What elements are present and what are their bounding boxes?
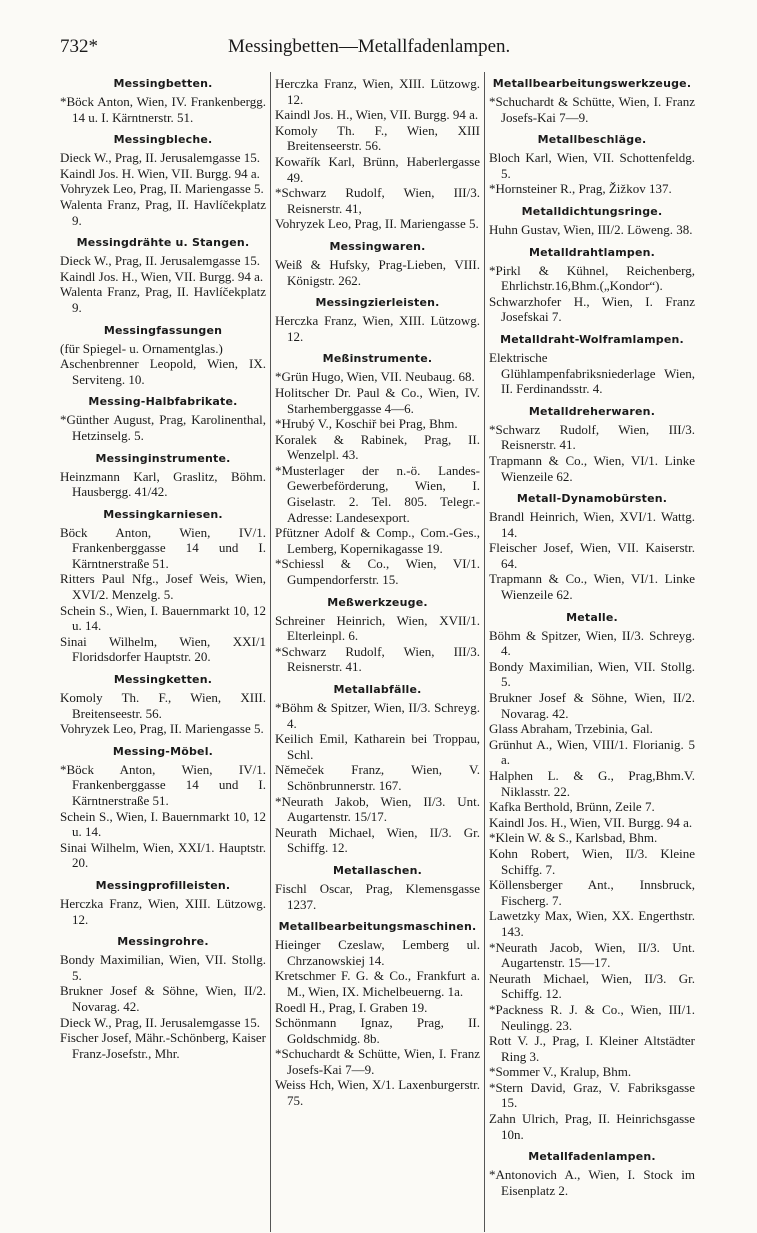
directory-entry: Walenta Franz, Prag, II. Havlíčekplatz 9. bbox=[60, 196, 266, 228]
directory-entry: Herczka Franz, Wien, XIII. Lützowg. 12. bbox=[275, 313, 480, 344]
category-heading: Messingprofilleisten. bbox=[95, 878, 231, 892]
directory-entry: Vohryzek Leo, Prag, II. Mariengasse 5. bbox=[275, 216, 479, 232]
category-heading: Metalldichtungsringe. bbox=[521, 204, 663, 218]
directory-entry: Roedl H., Prag, I. Graben 19. bbox=[275, 999, 428, 1015]
category-heading: Messing-Halbfabrikate. bbox=[88, 395, 238, 409]
directory-entry: Bondy Maximilian, Wien, VII. Stollg. 5. bbox=[60, 952, 266, 983]
directory-entry: Herczka Franz, Wien, XIII. Lützowg. 12. bbox=[60, 895, 266, 927]
directory-entry: *Packness R. J. & Co., Wien, III/1. Neulingg. 23. bbox=[489, 1001, 695, 1033]
category-heading: Metalldreherwaren. bbox=[528, 404, 656, 418]
directory-entry: *Hornsteiner R., Prag, Žižkov 137. bbox=[489, 181, 672, 197]
directory-entry: *Pirkl & Kühnel, Reichenberg, Ehrlichstr.16,Bhm.(„Kondor“). bbox=[489, 262, 695, 294]
category-heading: Metallbearbeitungsmaschinen. bbox=[278, 920, 477, 934]
directory-column-1 bbox=[60, 76, 266, 1221]
directory-entry: Bloch Karl, Wien, VII. Schottenfeldg. 5. bbox=[489, 150, 695, 181]
category-heading: Messinginstrumente. bbox=[95, 451, 231, 465]
directory-entry: *Schuchardt & Schütte, Wien, I. Franz Josefs-Kai 7—9. bbox=[489, 94, 695, 125]
category-heading: Messingrohre. bbox=[117, 935, 209, 949]
directory-entry: Fischer Josef, Mähr.-Schönberg, Kaiser Franz-Josefstr., Mhr. bbox=[60, 1030, 266, 1061]
directory-entry: Sinai Wilhelm, Wien, XXI/1 Floridsdorfer Hauptstr. 20. bbox=[60, 633, 266, 665]
directory-entry: Schein S., Wien, I. Bauernmarkt 10, 12 u. 14. bbox=[60, 602, 266, 634]
directory-entry: *Klein W. & S., Karlsbad, Bhm. bbox=[489, 830, 658, 846]
directory-entry: *Böck Anton, Wien, IV/1. Frankenberggasse 14 und I. Kärntnerstraße 51. bbox=[60, 761, 266, 808]
directory-entry: Sinai Wilhelm, Wien, XXI/1. Hauptstr. 20. bbox=[60, 839, 266, 871]
directory-entry: Komoly Th. F., Wien, XIII Breitenseerstr. 56. bbox=[275, 122, 480, 154]
directory-entry: Trapmann & Co., Wien, VI/1. Linke Wienzeile 62. bbox=[489, 571, 695, 603]
directory-entry: Holitscher Dr. Paul & Co., Wien, IV. Starhemberggasse 4—6. bbox=[275, 384, 480, 416]
category-heading: Metalldrahtlampen. bbox=[528, 245, 656, 259]
directory-entry: *Böck Anton, Wien, IV. Frankenbergg. 14 u. I. Kärntnerstr. 51. bbox=[60, 94, 266, 125]
directory-entry: Weiss Hch, Wien, X/1. Laxenburgerstr. 75. bbox=[275, 1077, 480, 1109]
category-heading: Metalldraht-Wolframlampen. bbox=[500, 332, 684, 346]
directory-entry: *Böhm & Spitzer, Wien, II/3. Schreyg. 4. bbox=[275, 700, 480, 731]
directory-entry: Huhn Gustav, Wien, III/2. Löweng. 38. bbox=[489, 221, 693, 237]
directory-entry: Kaindl Jos. H. Wien, VII. Burgg. 94 a. bbox=[60, 165, 260, 181]
directory-entry: Lawetzky Max, Wien, XX. Engerthstr. 143. bbox=[489, 908, 695, 939]
directory-entry: Aschenbrenner Leopold, Wien, IX. Serviteng. 10. bbox=[60, 356, 266, 387]
directory-entry: Hieinger Czeslaw, Lemberg ul. Chrzanowskiej 14. bbox=[275, 937, 480, 968]
directory-entry: Němeček Franz, Wien, V. Schönbrunnerstr. 167. bbox=[275, 762, 480, 793]
directory-entry: *Grün Hugo, Wien, VII. Neubaug. 68. bbox=[275, 369, 475, 385]
directory-entry: Halphen L. & G., Prag,Bhm.V. Niklasstr. 22. bbox=[489, 768, 695, 799]
directory-entry: Trapmann & Co., Wien, VI/1. Linke Wienzeile 62. bbox=[489, 452, 695, 484]
directory-entry: Bondy Maximilian, Wien, VII. Stollg. 5. bbox=[489, 658, 695, 690]
category-heading: Messingdrähte u. Stangen. bbox=[76, 236, 250, 250]
directory-entry: Kaindl Jos. H., Wien, VII. Burgg. 94 a. bbox=[275, 107, 479, 123]
directory-entry: Dieck W., Prag, II. Jerusalemgasse 15. bbox=[60, 150, 261, 166]
directory-entry: *Neurath Jakob, Wien, II/3. Unt. Augartenstr. 15/17. bbox=[275, 793, 480, 825]
directory-entry: Schwarzhofer H., Wien, I. Franz Josefskai 7. bbox=[489, 293, 695, 325]
directory-entry: *Antonovich A., Wien, I. Stock im Eisenplatz 2. bbox=[489, 1167, 695, 1198]
directory-entry: Vohryzek Leo, Prag, II. Mariengasse 5. bbox=[60, 721, 264, 737]
directory-entry: Fischl Oscar, Prag, Klemensgasse 1237. bbox=[275, 880, 480, 912]
directory-entry: Neurath Michael, Wien, II/3. Gr. Schiffg. 12. bbox=[275, 824, 480, 856]
directory-entry: Walenta Franz, Prag, II. Havlíčekplatz 9. bbox=[60, 284, 266, 315]
category-heading: Metalle. bbox=[566, 610, 618, 624]
directory-entry: Komoly Th. F., Wien, XIII. Breitenseestr. 56. bbox=[60, 690, 266, 721]
directory-entry: Schreiner Heinrich, Wien, XVII/1. Elterleinpl. 6. bbox=[275, 612, 480, 644]
category-heading: Messingfassungen bbox=[103, 323, 223, 337]
directory-entry: Neurath Michael, Wien, II/3. Gr. Schiffg. 12. bbox=[489, 970, 695, 1002]
directory-entry: Dieck W., Prag, II. Jerusalemgasse 15. bbox=[60, 253, 261, 269]
directory-entry: *Schwarz Rudolf, Wien, III/3. Reisnerstr. 41, bbox=[275, 185, 480, 216]
directory-entry: *Stern David, Graz, V. Fabriksgasse 15. bbox=[489, 1079, 695, 1111]
category-heading: Messingketten. bbox=[113, 673, 213, 687]
category-heading: Messing-Möbel. bbox=[112, 744, 214, 758]
directory-entry: *Günther August, Prag, Karolinenthal, Hetzinselg. 5. bbox=[60, 412, 266, 443]
directory-entry: Kretschmer F. G. & Co., Frankfurt a. M., Wien, IX. Michelbeuerng. 1a. bbox=[275, 968, 480, 999]
category-heading: Metall-Dynamobürsten. bbox=[516, 492, 668, 506]
directory-entry: Kaindl Jos. H., Wien, VII. Burgg. 94 a. bbox=[60, 268, 264, 284]
directory-entry: *Schwarz Rudolf, Wien, III/3. Reisnerstr. 41. bbox=[275, 643, 480, 675]
directory-entry: Glass Abraham, Trzebinia, Gal. bbox=[489, 721, 653, 737]
directory-entry: Böck Anton, Wien, IV/1. Frankenberggasse 14 und I. Kärntnerstraße 51. bbox=[60, 524, 266, 571]
directory-entry: Kowařík Karl, Brünn, Haberlergasse 49. bbox=[275, 153, 480, 185]
directory-entry: Rott V. J., Prag, I. Kleiner Altstädter Ring 3. bbox=[489, 1033, 695, 1064]
directory-entry: (für Spiegel- u. Ornamentglas.) bbox=[60, 340, 223, 356]
directory-column-2 bbox=[275, 76, 480, 1221]
directory-entry: Brukner Josef & Söhne, Wien, II/2. Novarag. 42. bbox=[60, 983, 266, 1014]
directory-entry: *Neurath Jacob, Wien, II/3. Unt. Augartenstr. 15—17. bbox=[489, 939, 695, 971]
page-number: 732* bbox=[60, 36, 98, 57]
directory-entry: Ritters Paul Nfg., Josef Weis, Wien, XVI/2. Menzelg. 5. bbox=[60, 571, 266, 603]
directory-entry: Grünhut A., Wien, VIII/1. Florianig. 5 a. bbox=[489, 736, 695, 768]
directory-entry: Brandl Heinrich, Wien, XVI/1. Wattg. 14. bbox=[489, 509, 695, 540]
directory-entry: Vohryzek Leo, Prag, II. Mariengasse 5. bbox=[60, 181, 264, 197]
directory-entry: Weiß & Hufsky, Prag-Lieben, VIII. Königstr. 262. bbox=[275, 256, 480, 288]
category-heading: Messingbetten. bbox=[113, 77, 213, 90]
directory-entry: Böhm & Spitzer, Wien, II/3. Schreyg. 4. bbox=[489, 627, 695, 659]
directory-entry: Keilich Emil, Katharein bei Troppau, Schl. bbox=[275, 731, 480, 762]
directory-entry: Kohn Robert, Wien, II/3. Kleine Schiffg. 7. bbox=[489, 845, 695, 877]
category-heading: Messingkarniesen. bbox=[103, 507, 223, 521]
directory-entry: Kafka Berthold, Brünn, Zeile 7. bbox=[489, 799, 655, 815]
directory-entry: *Musterlager der n.-ö. Landes-Gewerbeförderung, Wien, I. Giselastr. 2. Tel. 805. Telegr.-Adresse: Landesexport. bbox=[275, 462, 480, 525]
directory-entry: Koralek & Rabinek, Prag, II. Wenzelpl. 43. bbox=[275, 431, 480, 463]
directory-entry: Kaindl Jos. H., Wien, VII. Burgg. 94 a. bbox=[489, 814, 693, 830]
category-heading: Meßwerkzeuge. bbox=[327, 595, 428, 609]
column-divider bbox=[484, 72, 485, 1232]
category-heading: Messingzierleisten. bbox=[315, 296, 440, 310]
directory-entry: Elektrische Glühlampenfabriksniederlage Wien, II. Ferdinandsstr. 4. bbox=[489, 349, 695, 397]
directory-entry: Pfützner Adolf & Comp., Com.-Ges., Lemberg, Kopernikagasse 19. bbox=[275, 525, 480, 556]
directory-entry: *Schwarz Rudolf, Wien, III/3. Reisnerstr. 41. bbox=[489, 421, 695, 453]
directory-entry: Heinzmann Karl, Graslitz, Böhm. Hausbergg. 41/42. bbox=[60, 468, 266, 500]
category-heading: Metallbearbeitungswerkzeuge. bbox=[492, 77, 692, 90]
category-heading: Metallbeschläge. bbox=[537, 133, 647, 147]
directory-entry: Herczka Franz, Wien, XIII. Lützowg. 12. bbox=[275, 76, 480, 107]
page-header bbox=[60, 34, 700, 60]
directory-entry: *Sommer V., Kralup, Bhm. bbox=[489, 1064, 632, 1080]
directory-entry: *Schiessl & Co., Wien, VI/1. Gumpendorferstr. 15. bbox=[275, 556, 480, 588]
directory-entry: Fleischer Josef, Wien, VII. Kaiserstr. 64. bbox=[489, 540, 695, 571]
page-title: Messingbetten—Metallfadenlampen. bbox=[228, 36, 511, 57]
directory-entry: Brukner Josef & Söhne, Wien, II/2. Novarag. 42. bbox=[489, 690, 695, 721]
category-heading: Meßinstrumente. bbox=[322, 352, 433, 366]
category-heading: Metallabfälle. bbox=[333, 683, 422, 696]
directory-entry: Dieck W., Prag, II. Jerusalemgasse 15. bbox=[60, 1014, 261, 1030]
directory-column-3 bbox=[489, 76, 695, 1221]
directory-entry: Zahn Ulrich, Prag, II. Heinrichsgasse 10n. bbox=[489, 1111, 695, 1142]
directory-entry: *Schuchardt & Schütte, Wien, I. Franz Josefs-Kai 7—9. bbox=[275, 1046, 480, 1077]
directory-entry: Schönmann Ignaz, Prag, II. Goldschmidg. 8b. bbox=[275, 1015, 480, 1046]
directory-entry: Schein S., Wien, I. Bauernmarkt 10, 12 u. 14. bbox=[60, 808, 266, 840]
category-heading: Messingwaren. bbox=[329, 239, 426, 253]
column-divider bbox=[270, 72, 271, 1232]
category-heading: Metallfadenlampen. bbox=[528, 1150, 656, 1164]
directory-entry: Köllensberger Ant., Innsbruck, Fischerg. 7. bbox=[489, 877, 695, 908]
directory-entry: *Hrubý V., Koschiř bei Prag, Bhm. bbox=[275, 416, 458, 432]
category-heading: Messingbleche. bbox=[113, 133, 213, 147]
category-heading: Metallaschen. bbox=[332, 863, 423, 877]
